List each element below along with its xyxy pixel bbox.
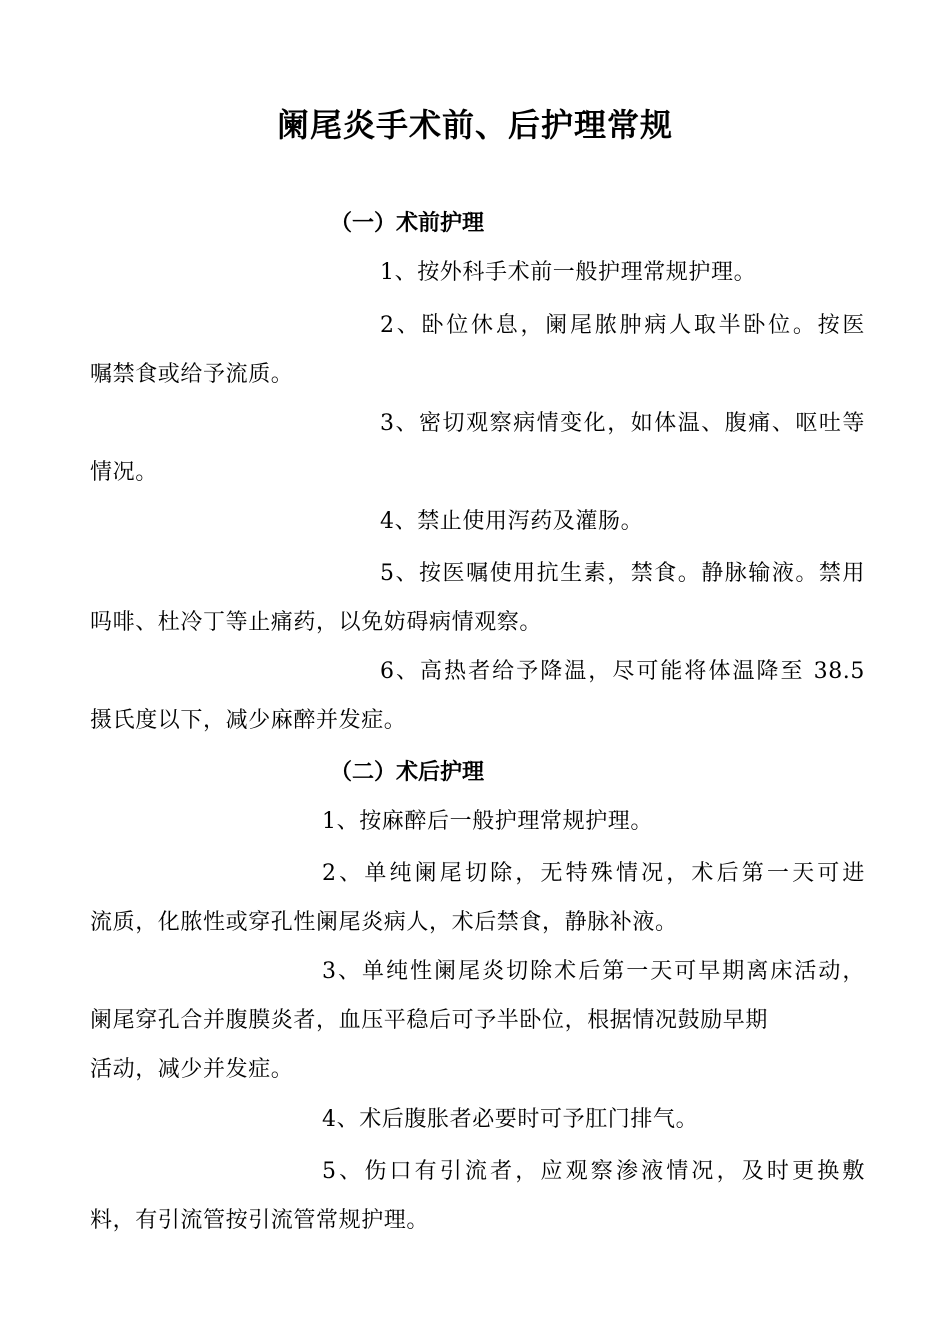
section-heading-pre-op: （一）术前护理 — [330, 210, 485, 236]
pre-op-item-2-line1: 2、卧位休息，阑尾脓肿病人取半卧位。按医 — [380, 313, 865, 338]
post-op-item-4: 4、术后腹胀者必要时可予肛门排气。 — [322, 1107, 699, 1132]
pre-op-item-5-line1: 5、按医嘱使用抗生素，禁食。静脉输液。禁用 — [380, 561, 865, 586]
pre-op-item-5 — [90, 549, 865, 647]
pre-op-item-3-line2: 情况。 — [90, 460, 158, 485]
pre-op-item-6-line2: 摄氏度以下，减少麻醉并发症。 — [90, 708, 407, 733]
pre-op-item-2-line2: 嘱禁食或给予流质。 — [90, 362, 294, 387]
pre-op-item-3 — [90, 399, 865, 497]
pre-op-item-5-line2: 吗啡、杜冷丁等止痛药，以免妨碍病情观察。 — [90, 610, 543, 635]
post-op-item-1: 1、按麻醉后一般护理常规护理。 — [322, 809, 653, 834]
document-title: 阑尾炎手术前、后护理常规 — [276, 106, 673, 144]
post-op-item-5 — [90, 1147, 865, 1245]
post-op-item-3-line2: 阑尾穿孔合并腹膜炎者，血压平稳后可予半卧位，根据情况鼓励早期 — [90, 1008, 769, 1033]
post-op-item-5-line1: 5、伤口有引流者，应观察渗液情况，及时更换敷 — [322, 1159, 865, 1184]
post-op-item-3-line1: 3、单纯性阑尾炎切除术后第一天可早期离床活动， — [322, 959, 865, 984]
pre-op-item-4: 4、禁止使用泻药及灌肠。 — [380, 509, 644, 534]
pre-op-item-6 — [90, 647, 865, 745]
post-op-item-5-line2: 料，有引流管按引流管常规护理。 — [90, 1208, 430, 1233]
pre-op-item-2 — [90, 301, 865, 399]
post-op-item-2-line2: 流质，化脓性或穿孔性阑尾炎病人，术后禁食，静脉补液。 — [90, 910, 678, 935]
post-op-item-3-line3: 活动，减少并发症。 — [90, 1057, 294, 1082]
post-op-item-3 — [90, 947, 865, 1094]
pre-op-item-1: 1、按外科手术前一般护理常规护理。 — [380, 260, 757, 285]
section-heading-post-op: （二）术后护理 — [330, 759, 485, 785]
pre-op-item-3-line1: 3、密切观察病情变化，如体温、腹痛、呕吐等 — [380, 411, 865, 436]
pre-op-item-6-line1: 6、高热者给予降温，尽可能将体温降至 38.5 — [380, 659, 865, 684]
post-op-item-2 — [90, 849, 865, 947]
post-op-item-2-line1: 2、单纯阑尾切除，无特殊情况，术后第一天可进 — [322, 861, 865, 886]
